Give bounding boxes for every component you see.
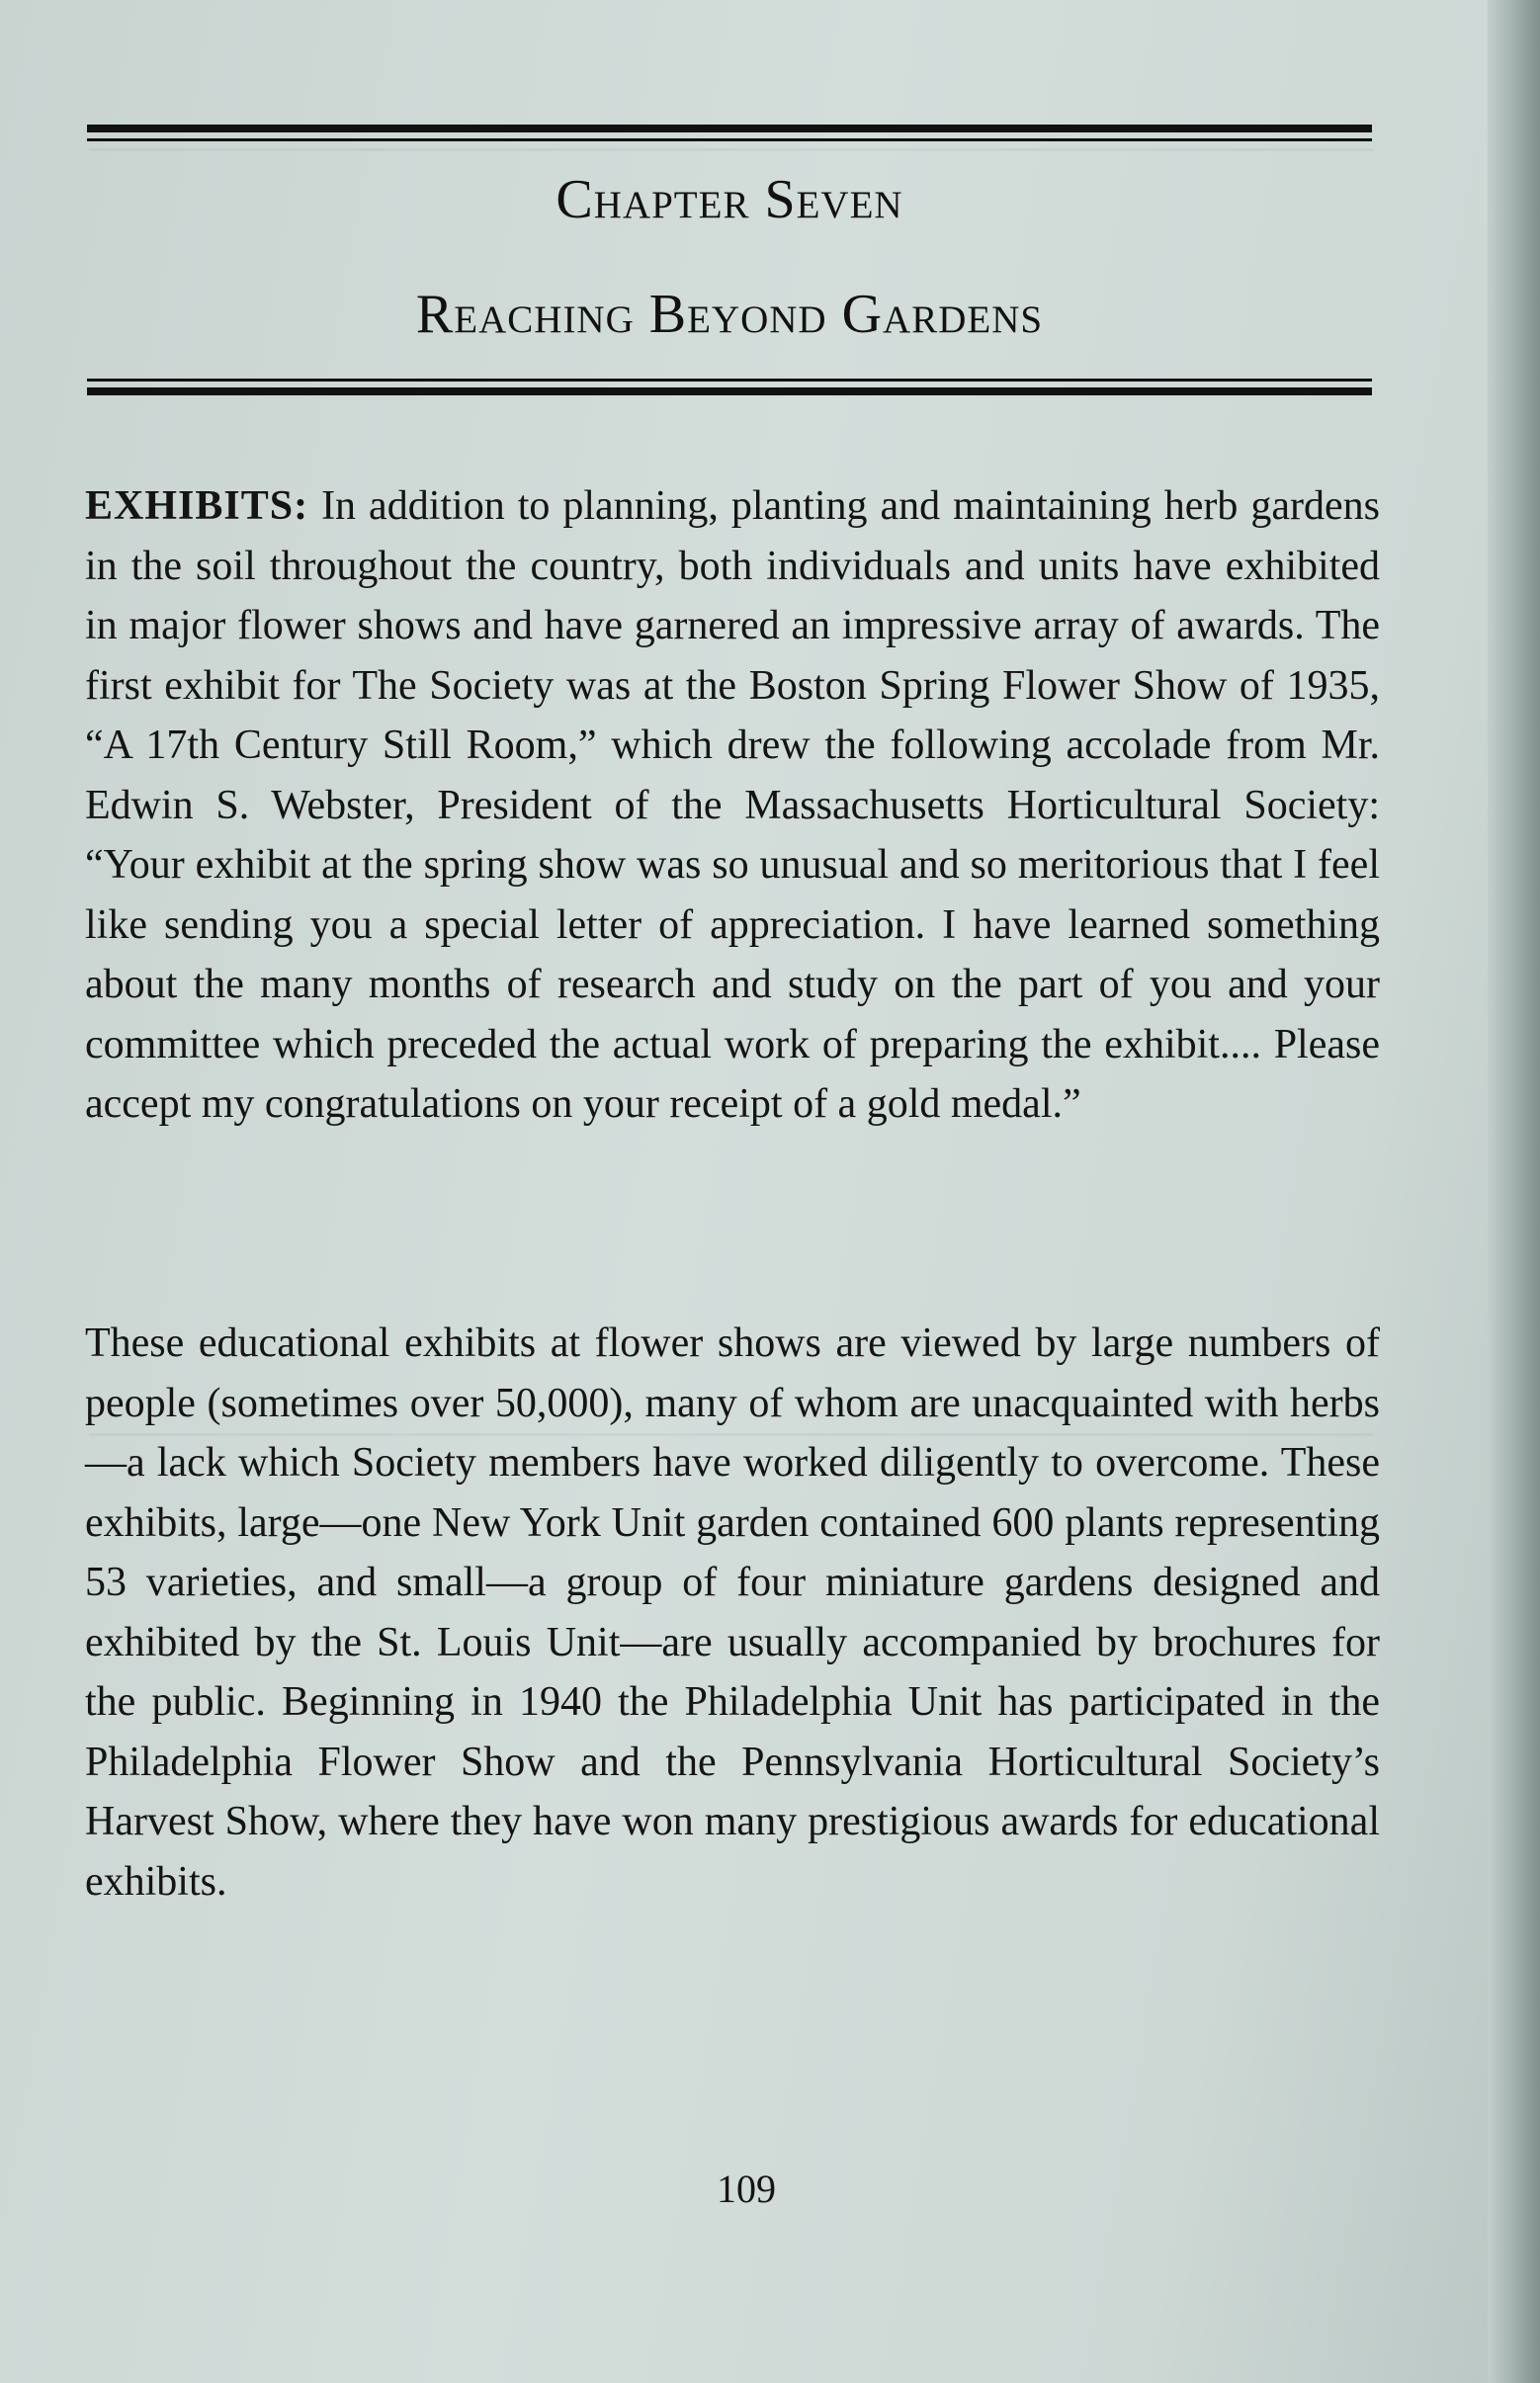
page-edge bbox=[1488, 0, 1540, 2383]
chapter-rule-bottom bbox=[87, 379, 1372, 395]
paragraph-text: In addition to planning, planting and maintaining herb gardens in the soil throughout the country, both individuals and units have exhibited in major flower shows and have garnered an impressive array of awards. The first exhibit for The Society was at the Boston Spring Flower Show of 1935, “A 17th Century Still Room,” which drew the following accolade from Mr. Edwin S. Webster, President of the Massachusetts Horticultural Society: “Your exhibit at the spring show was so unusual and so meritorious that I feel like sending you a special letter of appreciation. I have learned something about the many months of research and study on the part of you and your committee which preceded the actual work of preparing the exhibit.... Please accept my congratulations on your receipt of a gold medal.” bbox=[85, 483, 1380, 1127]
chapter-rule-top bbox=[87, 125, 1372, 141]
chapter-title: Chapter Seven bbox=[556, 169, 903, 230]
rule-thin-line bbox=[87, 138, 1372, 141]
paragraph-text: These educational exhibits at flower shows are viewed by large numbers of people (sometimes over 50,000), many of whom are unacquainted with herbs—a lack which Society members have worked diligently to overcome. These exhibits, large—one New York Unit garden contained 600 plants representing 53 varieties, and small—a group of four miniature gardens designed and exhibited by the St. Louis Unit—are usually accompanied by brochures for the public. Beginning in 1940 the Philadelphia Unit has participated in the Philadelphia Flower Show and the Pennsylvania Horticultural Society’s Harvest Show, where they have won many prestigious awards for educational exhibits. bbox=[85, 1320, 1380, 1905]
rule-thick-line bbox=[87, 387, 1372, 395]
rule-thick-line bbox=[87, 125, 1372, 132]
show-through-line bbox=[89, 148, 1374, 151]
paragraph-exhibits bbox=[85, 476, 1380, 1135]
paragraph-educational-exhibits bbox=[85, 1314, 1380, 1912]
paragraph-lead: EXHIBITS: bbox=[85, 483, 309, 529]
page-number: 109 bbox=[717, 2167, 776, 2211]
chapter-subtitle: Reaching Beyond Gardens bbox=[415, 284, 1044, 345]
